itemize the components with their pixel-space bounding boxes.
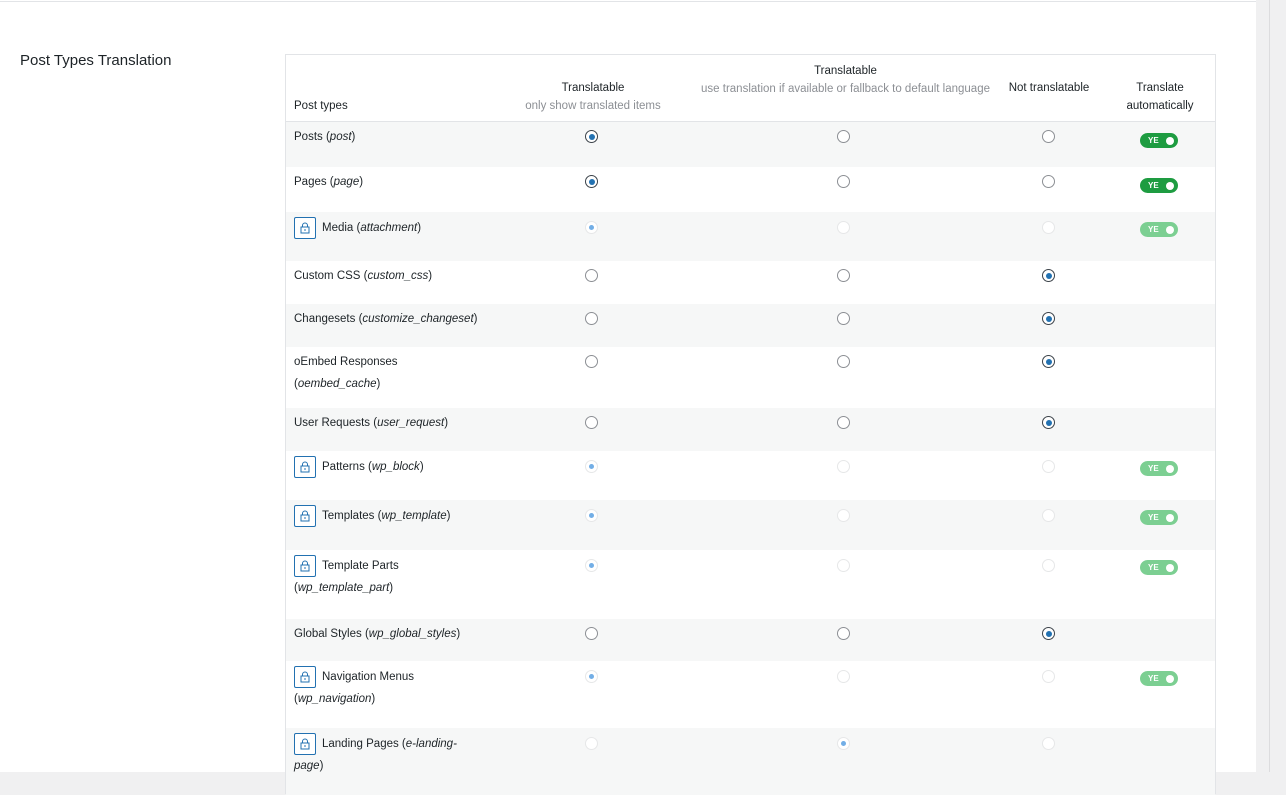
radio-translatable [585,221,598,234]
scrollbar[interactable] [1269,0,1270,772]
post-type-label: Changesets ( [294,313,363,325]
lock-icon[interactable] [294,217,316,239]
post-type-slug: wp_block [371,461,420,474]
post-type-slug-close: ) [376,378,381,390]
radio-fallback[interactable] [837,130,850,143]
header-fallback [698,62,993,98]
top-divider [0,1,1256,2]
table-header [286,55,1215,122]
lock-icon[interactable] [294,555,316,577]
radio-translatable [585,460,598,473]
radio-not[interactable] [1042,175,1055,188]
radio-not[interactable] [1042,312,1055,325]
radio-fallback[interactable] [837,355,850,368]
toggle-label: YE [1148,225,1159,234]
table-row [286,728,1215,795]
header-translatable-sub: only show translated items [525,100,661,112]
post-type-label: Posts ( [294,131,330,143]
post-type-name [294,171,484,193]
post-type-slug: wp_global_styles [368,628,457,640]
post-type-slug-close: ) [444,417,449,429]
post-type-slug-close: ) [417,222,422,235]
lock-icon[interactable] [294,733,316,755]
table-row [286,619,1215,661]
toggle-knob [1166,514,1174,522]
post-type-slug-close: ) [319,760,324,773]
post-type-name [294,412,484,434]
header-translatable-title: Translatable [561,82,625,94]
table-row [286,451,1215,500]
post-type-slug-close: ) [446,510,451,523]
translate-automatically-toggle [1140,671,1178,686]
table-row [286,500,1215,550]
toggle-label: YE [1148,464,1159,473]
toggle-knob [1166,465,1174,473]
post-type-slug: wp_template [381,510,447,523]
post-type-slug: user_request [377,417,445,429]
radio-not [1042,670,1055,683]
translate-automatically-toggle [1140,222,1178,237]
post-type-slug-close: ) [371,693,376,706]
post-type-slug-close: ) [351,131,356,143]
translate-automatically-toggle [1140,461,1178,476]
post-type-slug: custom_css [367,270,429,282]
post-type-label: Navigation Menus ( [294,671,415,706]
radio-translatable [585,670,598,683]
radio-not[interactable] [1042,355,1055,368]
post-type-label: oEmbed Responses ( [294,356,398,390]
radio-not[interactable] [1042,627,1055,640]
post-type-name [294,623,484,645]
toggle-label: YE [1148,563,1159,572]
toggle-label: YE [1148,513,1159,522]
post-type-name [294,126,484,148]
radio-not [1042,509,1055,522]
post-type-slug: wp_navigation [297,693,372,706]
post-type-slug: page [333,176,360,188]
radio-fallback[interactable] [837,312,850,325]
radio-fallback[interactable] [837,269,850,282]
radio-translatable[interactable] [585,312,598,325]
table-row [286,212,1215,261]
lock-icon[interactable] [294,505,316,527]
section-title: Post Types Translation [20,52,172,69]
post-types-table [285,54,1216,794]
toggle-knob [1166,137,1174,145]
post-type-slug-close: ) [419,461,424,474]
radio-not [1042,559,1055,572]
radio-translatable [585,509,598,522]
radio-translatable[interactable] [585,130,598,143]
post-type-name [294,308,484,330]
post-type-slug: post [329,131,352,143]
post-type-label: Custom CSS ( [294,270,368,282]
lock-icon[interactable] [294,456,316,478]
header-fallback-sub: use translation if available or fallback to default language [701,83,990,95]
post-type-name [294,456,484,478]
translate-automatically-toggle[interactable] [1140,133,1178,148]
table-row [286,122,1215,167]
post-type-name [294,265,484,287]
header-post-types: Post types [294,100,348,112]
radio-fallback [837,221,850,234]
post-type-slug: wp_template_part [297,582,390,595]
post-type-name [294,555,484,599]
table-row [286,347,1215,408]
radio-not [1042,221,1055,234]
post-type-name [294,733,484,777]
post-type-label: User Requests ( [294,417,378,429]
toggle-knob [1166,564,1174,572]
post-type-slug: attachment [360,222,418,235]
translate-automatically-toggle[interactable] [1140,178,1178,193]
scrollbar-gutter [1256,0,1286,772]
radio-fallback [837,670,850,683]
post-type-label: Landing Pages ( [322,738,406,751]
radio-translatable [585,559,598,572]
toggle-label: YE [1148,136,1159,145]
post-type-slug: customize_changeset [362,313,474,325]
toggle-label: YE [1148,674,1159,683]
radio-not[interactable] [1042,416,1055,429]
header-translate-automatically: Translate automatically [1126,82,1194,112]
header-fallback-title: Translatable [814,65,877,77]
table-row [286,167,1215,212]
toggle-knob [1166,226,1174,234]
translate-automatically-toggle [1140,560,1178,575]
lock-icon[interactable] [294,666,316,688]
toggle-knob [1166,182,1174,190]
post-type-name [294,217,484,239]
radio-not [1042,737,1055,750]
post-type-slug-close: ) [428,270,433,282]
radio-translatable[interactable] [585,175,598,188]
radio-not[interactable] [1042,130,1055,143]
radio-fallback [837,509,850,522]
radio-fallback[interactable] [837,627,850,640]
radio-fallback [837,460,850,473]
translate-automatically-toggle [1140,510,1178,525]
table-row [286,304,1215,347]
post-type-label: Media ( [322,222,361,235]
radio-fallback[interactable] [837,416,850,429]
radio-translatable[interactable] [585,355,598,368]
post-type-name [294,505,484,527]
radio-translatable[interactable] [585,627,598,640]
radio-translatable [585,737,598,750]
header-translatable [504,79,682,115]
toggle-knob [1166,675,1174,683]
radio-translatable[interactable] [585,416,598,429]
post-type-label: Templates ( [322,510,382,523]
post-type-slug-close: ) [389,582,394,595]
radio-translatable[interactable] [585,269,598,282]
post-type-label: Global Styles ( [294,628,369,640]
radio-fallback [837,737,850,750]
table-row [286,661,1215,728]
table-row [286,261,1215,304]
post-type-name [294,351,484,395]
radio-not[interactable] [1042,269,1055,282]
post-type-label: Pages ( [294,176,334,188]
post-type-slug-close: ) [359,176,364,188]
toggle-label: YE [1148,181,1159,190]
post-type-name [294,666,484,710]
table-row [286,408,1215,451]
post-type-slug-close: ) [473,313,478,325]
post-type-label: Patterns ( [322,461,372,474]
post-type-slug-close: ) [456,628,461,640]
post-type-slug: oembed_cache [297,378,377,390]
radio-not [1042,460,1055,473]
post-type-slug: e-landing-page [294,738,457,773]
radio-fallback[interactable] [837,175,850,188]
header-not-translatable: Not translatable [1008,82,1090,94]
post-type-label: Template Parts ( [294,560,399,595]
table-row [286,550,1215,619]
radio-fallback [837,559,850,572]
